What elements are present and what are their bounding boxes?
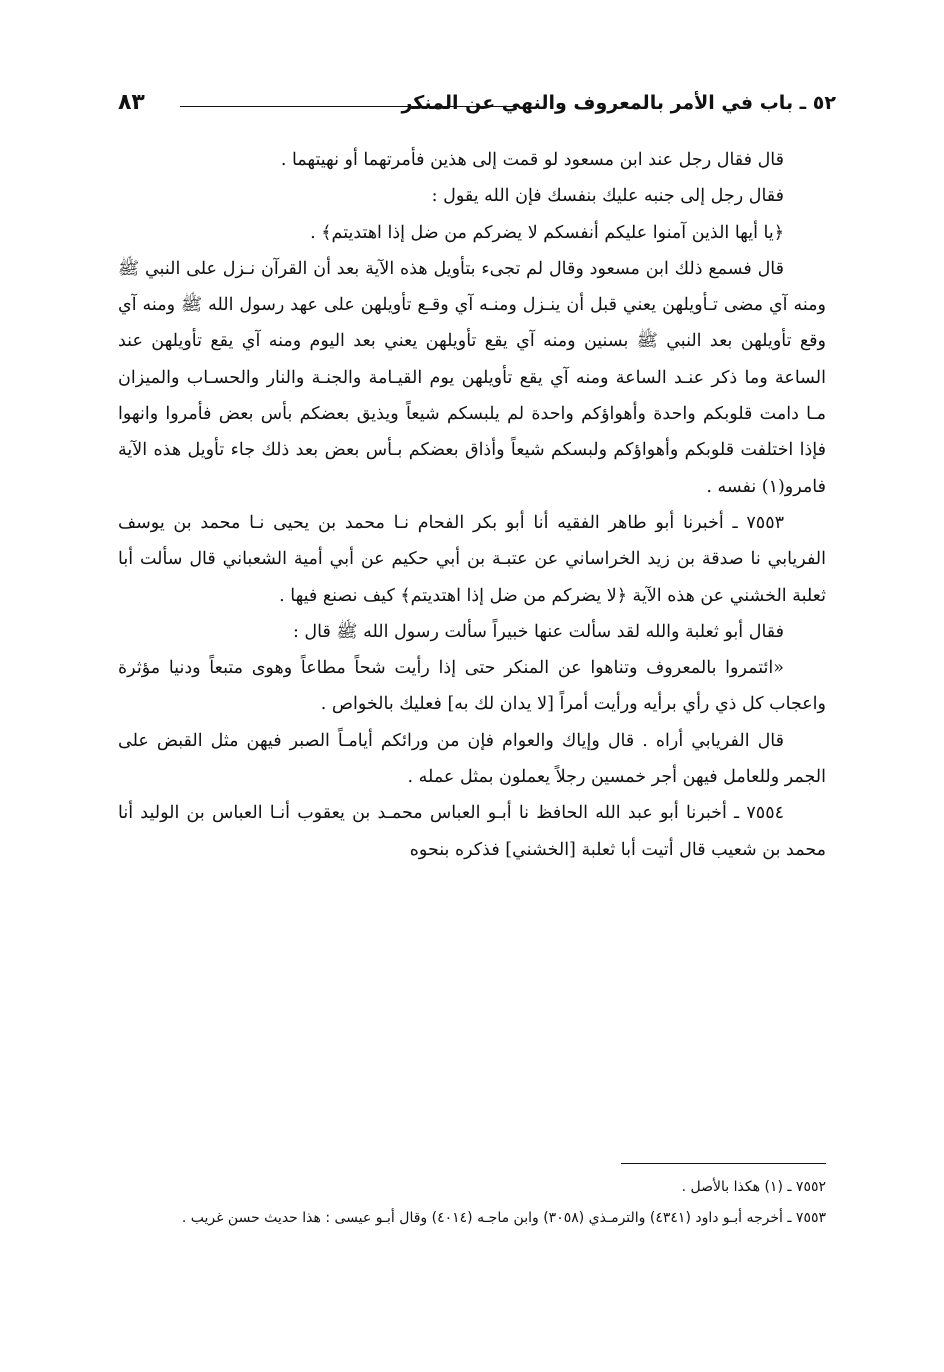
hadith-7554: ٧٥٥٤ ـ أخبرنا أبو عبد الله الحافظ نا أبـو العباس محمـد بن يعقوب أنـا العباس بن الوليد أنا محمد بن شعيب قال أتيت أبا ثعلبة [الخشني] فذكره بنحوه <box>118 803 826 860</box>
quran-verse: ﴿يا أيها الذين آمنوا عليكم أنفسكم لا يضركم من ضل إذا اهتديتم﴾ . <box>310 222 784 243</box>
header-rule <box>180 106 518 107</box>
footnote: ٧٥٥٣ ـ أخرجه أبـو داود (٤٣٤١) والترمـذي (٣٠٥٨) وابن ماجـه (٤٠١٤) وقال أبـو عيسى : هذا حديث حسن غريب . <box>181 1210 826 1226</box>
footnote: ٧٥٥٢ ـ (١) هكذا بالأصل . <box>681 1179 826 1195</box>
paragraph: قال فسمع ذلك ابن مسعود وقال لم تجىء بتأويل هذه الآية بعد أن القرآن نـزل على النبي ﷺ ومنه آي مضى تـأويلهن يعني قبل أن ينـزل ومنـه آي وقـع تأويلهن على عهد رسول الله ﷺ ومنه آي وقع تأويلهن بعد النبي ﷺ بسنين ومنه آي يقع تأويلهن يعني بعد اليوم ومنه آي يقع تأويلهن عند الساعة وما ذكر عنـد الساعة ومنه آي يقع تأويلهن يوم القيـامة والجنـة والنار والحسـاب والميزان مـا دامت قلوبكم واحدة وأهواؤكم واحدة لم يلبسكم شيعاً ويذيق بعضكم بأس بعض فأمروا وانهوا فإذا اختلفت قلوبكم وأهواؤكم ولبسكم شيعاً وأذاق بعضكم بـأس بعض بعد ذلك جاء تأويل هذه الآية فامرو(١) نفسه . <box>118 258 826 497</box>
page-number: ٨٣ <box>118 90 145 115</box>
chapter-title: ٥٢ ـ باب في الأمر بالمعروف والنهي عن المنكر <box>401 92 836 114</box>
paragraph: فقال رجل إلى جنبه عليك بنفسك فإن الله يقول : <box>431 186 784 207</box>
paragraph: فقال أبو ثعلبة والله لقد سألت عنها خبيراً سألت رسول الله ﷺ قال : <box>292 621 784 642</box>
hadith-7553: ٧٥٥٣ ـ أخبرنا أبو طاهر الفقيه أنا أبو بكر الفحام نـا محمد بن يحيى نـا محمد بن يوسف الفريابي نا صدقة بن زيد الخراساني عن عتبـة بن أبي حكيم عن أبي أمية الشعباني قال سألت أبا ثعلبة الخشني عن هذه الآية ﴿لا يضركم من ضل إذا اهتديتم﴾ كيف نصنع فيها . <box>118 512 826 606</box>
hadith-quote: «ائتمروا بالمعروف وتناهوا عن المنكر حتى إذا رأيت شحاً مطاعاً وهوى متبعاً ودنيا مؤثرة واعجاب كل ذي رأي برأيه ورأيت أمراً [لا يدان لك به] فعليك بالخواص . <box>118 658 826 715</box>
footnote-rule <box>621 1163 826 1164</box>
footnotes <box>118 1172 826 1234</box>
main-text <box>118 142 826 868</box>
paragraph: قال الفريابي أراه . قال وإياك والعوام فإن من ورائكم أيامـاً الصبر فيهن مثل القبض على الجمر وللعامل فيهن أجر خمسين رجلاً يعملون بمثل عمله . <box>118 730 826 788</box>
paragraph: قال فقال رجل عند ابن مسعود لو قمت إلى هذين فأمرتهما أو نهيتهما . <box>280 150 784 170</box>
running-header <box>118 88 836 128</box>
